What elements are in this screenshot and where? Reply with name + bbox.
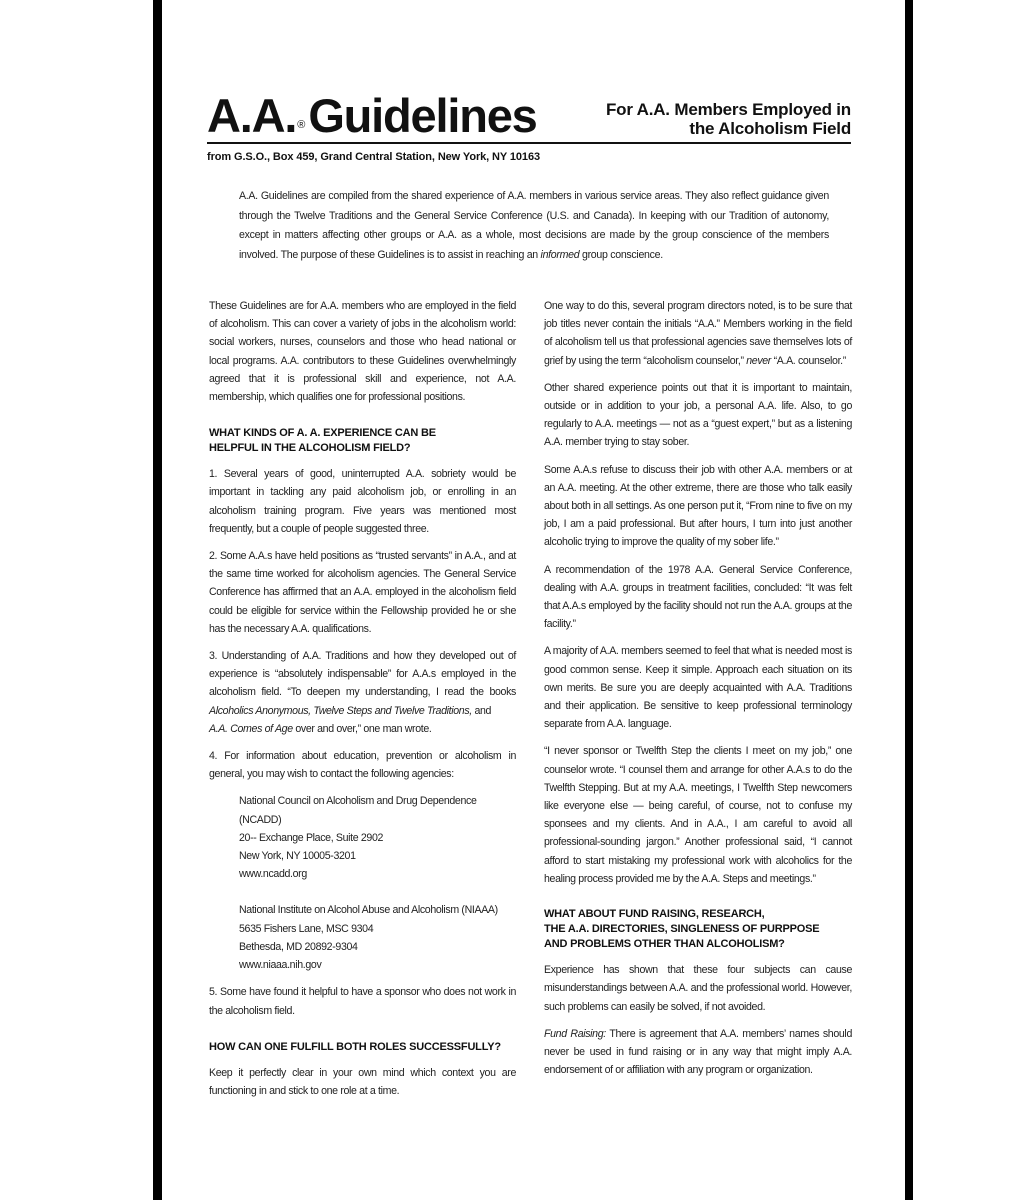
paragraph-text: There is agreement that A.A. members’ names should never be used in fund raising or in any way that might imply A.A. endorsement of or affiliation with any program or organization. (544, 1027, 852, 1077)
book-titles: Alcoholics Anonymous, Twelve Steps and Twelve Traditions, (209, 704, 472, 717)
subtitle-line-1: For A.A. Members Employed in (605, 100, 851, 119)
item3-end: over and over,” one man wrote. (292, 722, 432, 735)
heading-line: WHAT ABOUT FUND RAISING, RESEARCH, (544, 908, 765, 921)
address-line: National Institute on Alcohol Abuse and Alcoholism (NIAAA) (239, 904, 498, 917)
list-item-3 (209, 647, 516, 738)
list-item-4: 4. For information about education, prevention or alcoholism in general, you may wish to contact the following agencies: (209, 750, 516, 781)
section-heading-fund-raising (544, 907, 852, 952)
subtitle-line-2: the Alcoholism Field (689, 119, 851, 138)
paragraph-text-end: “A.A. counselor.” (770, 354, 846, 367)
heading-line: HELPFUL IN THE ALCOHOLISM FIELD? (209, 442, 411, 455)
address-line: New York, NY 10005-3201 (239, 850, 356, 863)
list-item-1: 1. Several years of good, uninterrupted A.A. sobriety would be important in tackling any paid alcoholism job, or enrolling in an alcoholism training program. Five years was mentioned most frequently, but a couple of people suggested three. (209, 468, 516, 535)
emphasis-never: never (746, 354, 771, 367)
fund-raising-label: Fund Raising: (544, 1027, 606, 1040)
item3-and: and (471, 704, 492, 717)
heading-line: AND PROBLEMS OTHER THAN ALCOHOLISM? (544, 938, 785, 951)
address-line: Bethesda, MD 20892-9304 (239, 940, 358, 953)
list-item-5: 5. Some have found it helpful to have a sponsor who does not work in the alcoholism field. (209, 986, 516, 1017)
heading-line: WHAT KINDS OF A. A. EXPERIENCE CAN BE (209, 427, 436, 440)
item3-text: 3. Understanding of A.A. Traditions and how they developed out of experience is “absolutely indispensable” for A.A.s employed in the alcoholism field. “To deepen my understanding, I read the books (209, 650, 516, 699)
page-title (207, 89, 537, 142)
agency-website: www.ncadd.org (239, 868, 307, 881)
registered-mark: ® (297, 119, 306, 131)
paragraph: Keep it perfectly clear in your own mind which context you are functioning in and stick to one role at a time. (209, 1066, 516, 1097)
intro-paragraph (239, 187, 829, 265)
address-line: National Council on Alcoholism and Drug Dependence (239, 795, 477, 808)
header-rule (207, 142, 851, 144)
address-line: (NCADD) (239, 813, 282, 826)
paragraph: Some A.A.s refuse to discuss their job with other A.A. members or at an A.A. meeting. At the other extreme, there are those who talk easily about both in all settings. As one person put it, “From nine to five on my job, I am a paid professional. But after hours, I turn into just another alcoholic trying to improve the quality of my sober life.” (544, 463, 852, 549)
heading-line: THE A.A. DIRECTORIES, SINGLENESS OF PURPPOSE (544, 923, 820, 936)
paragraph (544, 297, 852, 370)
title-aa: A.A. (207, 89, 297, 142)
address-line: 5635 Fishers Lane, MSC 9304 (239, 922, 374, 935)
section-heading-experience (209, 426, 516, 456)
paragraph: Other shared experience points out that it is important to maintain, outside or in addition to your job, a personal A.A. life. Also, to go regularly to A.A. meetings — not as a “guest expert,” but as a listening A.A. member trying to stay sober. (544, 381, 852, 449)
agency-website: www.niaaa.nih.gov (239, 959, 322, 972)
intro-text: A.A. Guidelines are compiled from the shared experience of A.A. members in various service areas. They also reflect guidance given through the Twelve Traditions and the General Service Conference (U.S. and Canada). In keeping with our Tradition of autonomy, except in matters affecting other groups or A.A. as a whole, most decisions are made by the group conscience of the members involved. The purpose of these Guidelines is to assist in reaching an (239, 190, 829, 261)
list-item-2: 2. Some A.A.s have held positions as “trusted servants” in A.A., and at the same time worked for alcoholism agencies. The General Service Conference has affirmed that an A.A. employed in the alcoholism field could be eligible for service within the Fellowship provided he or she has the necessary A.A. qualifications. (209, 550, 516, 635)
address-line: 20-- Exchange Place, Suite 2902 (239, 831, 384, 844)
page-subtitle (606, 100, 851, 138)
paragraph: These Guidelines are for A.A. members who are employed in the field of alcoholism. This can cover a variety of jobs in the alcoholism world: social workers, nurses, counselors and those who head national or local programs. A.A. contributors to these Guidelines overwhelmingly agreed that it is professional skill and experience, not A.A. membership, which qualifies one for professional positions. (209, 300, 516, 404)
intro-text-end: group conscience. (579, 248, 663, 261)
paragraph-text: One way to do this, several program directors noted, is to be sure that job titles never contain the initials “A.A.” Members working in the field of alcoholism tell us that professional agencies save themselves lots of grief by using the term “alcoholism counselor,” (544, 300, 852, 367)
intro-emphasis: informed (540, 248, 580, 261)
from-address: from G.S.O., Box 459, Grand Central Station, New York, NY 10163 (207, 151, 540, 163)
book-title: A.A. Comes of Age (209, 722, 293, 735)
paragraph: A majority of A.A. members seemed to feel that what is needed most is good common sense. Keep it simple. Approach each situation on its own merits. Be sure you are deeply acquainted with A.A. Traditions and their application. Be sensitive to keep professional terminology separate from A.A. language. (544, 645, 852, 731)
paragraph (544, 1025, 852, 1080)
title-guidelines: Guidelines (308, 89, 537, 142)
paragraph: A recommendation of the 1978 A.A. General Service Conference, dealing with A.A. groups in treatment facilities, concluded: “It was felt that A.A.s employed by the facility should not run the A.A. groups at the facility.” (544, 563, 852, 631)
right-column (544, 297, 852, 1088)
paragraph: “I never sponsor or Twelfth Step the clients I meet on my job,” one counselor wrote. “I counsel them and arrange for other A.A.s to do the Twelfth Stepping. But at my A.A. meetings, I Twelfth Step newcomers like everyone else — being careful, of course, not to confuse my sponsees and my clients. And in A.A., I am careful to avoid all professional-sounding jargon.” Another professional said, “I cannot afford to start mistaking my professional work with alcoholics for the healing process provided me by the A.A. Steps and meetings.” (544, 745, 852, 885)
agency-address-ncadd (239, 792, 516, 974)
paragraph: Experience has shown that these four subjects can cause misunderstandings between A.A. and the professional world. However, such problems can easily be solved, if not avoided. (544, 964, 852, 1013)
section-heading-roles: HOW CAN ONE FULFILL BOTH ROLES SUCCESSFULLY? (209, 1040, 501, 1053)
document-page (162, 0, 905, 1200)
left-column (209, 297, 516, 1109)
